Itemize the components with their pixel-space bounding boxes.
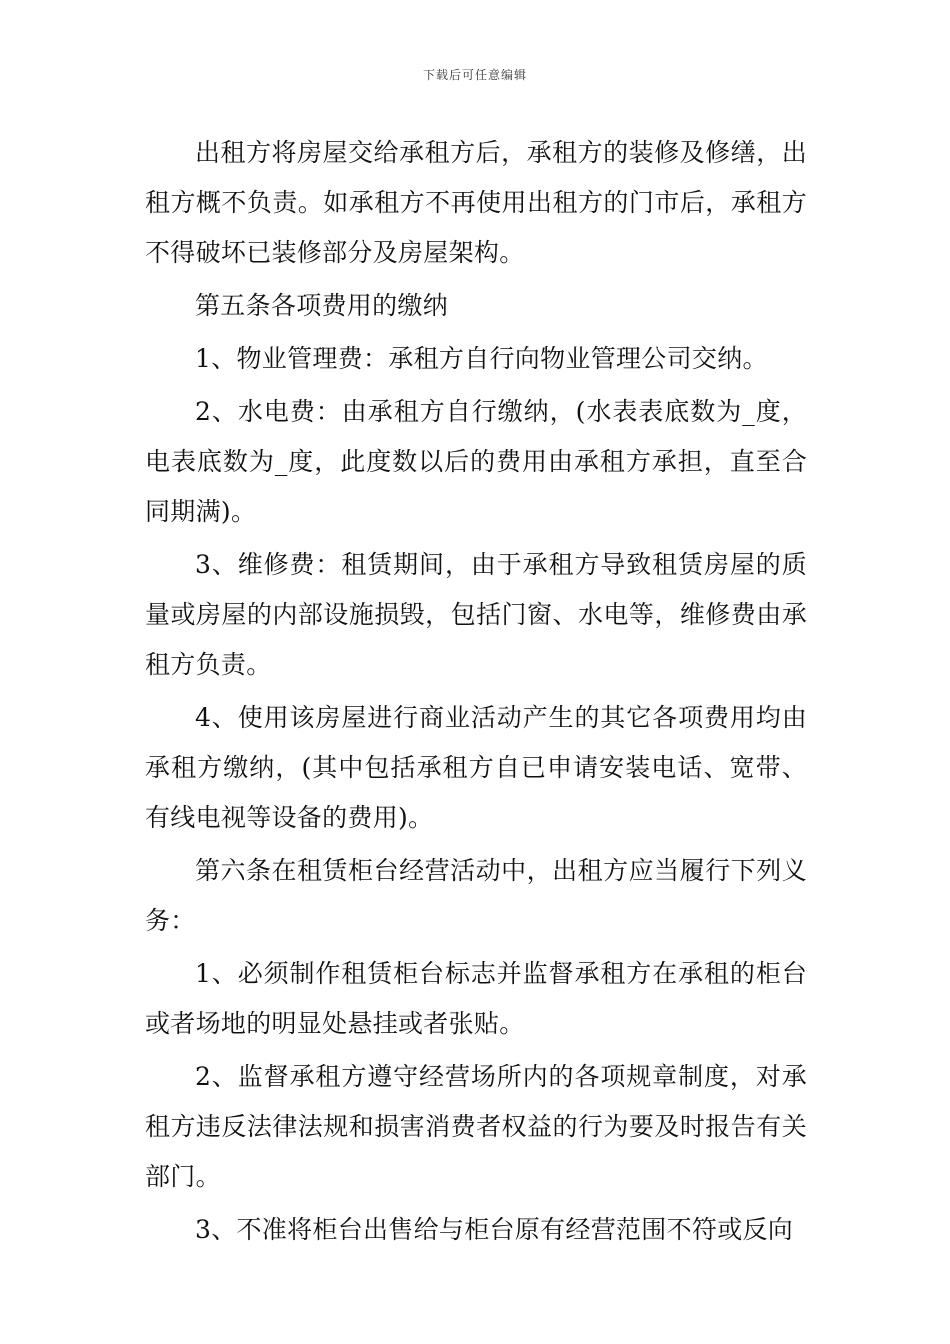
article-six-heading: 第六条在租赁柜台经营活动中，出租方应当履行下列义务： <box>145 856 807 935</box>
paragraph-no-sale: 3、不准将柜台出售给与柜台原有经营范围不符或反向 <box>195 1215 794 1244</box>
document-body <box>145 128 807 1258</box>
header-note: 下载后可任意编辑 <box>422 68 527 82</box>
paragraph-supervision: 2、监督承租方遵守经营场所内的各项规章制度，对承租方违反法律法规和损害消费者权益的行为要及时报告有关部门。 <box>145 1062 807 1191</box>
paragraph-repair-fee: 3、维修费：租赁期间，由于承租方导致租赁房屋的质量或房屋的内部设施损毁，包括门窗、水电等，维修费由承租方负责。 <box>145 550 807 679</box>
paragraph-property-fee: 1、物业管理费：承租方自行向物业管理公司交纳。 <box>195 344 768 373</box>
paragraph-renovation-clause: 出租方将房屋交给承租方后，承租方的装修及修缮，出租方概不负责。如承租方不再使用出租方的门市后，承租方不得破坏已装修部分及房屋架构。 <box>145 138 807 267</box>
paragraph-counter-sign: 1、必须制作租赁柜台标志并监督承租方在承租的柜台或者场地的明显处悬挂或者张贴。 <box>145 959 807 1038</box>
article-five-heading: 第五条各项费用的缴纳 <box>195 291 449 320</box>
paragraph-utilities-fee: 2、水电费：由承租方自行缴纳，(水表表底数为_度，电表底数为_度，此度数以后的费用由承租方承担，直至合同期满)。 <box>145 397 807 526</box>
paragraph-other-fees: 4、使用该房屋进行商业活动产生的其它各项费用均由承租方缴纳，(其中包括承租方自已申请安装电话、宽带、有线电视等设备的费用)。 <box>145 703 807 832</box>
